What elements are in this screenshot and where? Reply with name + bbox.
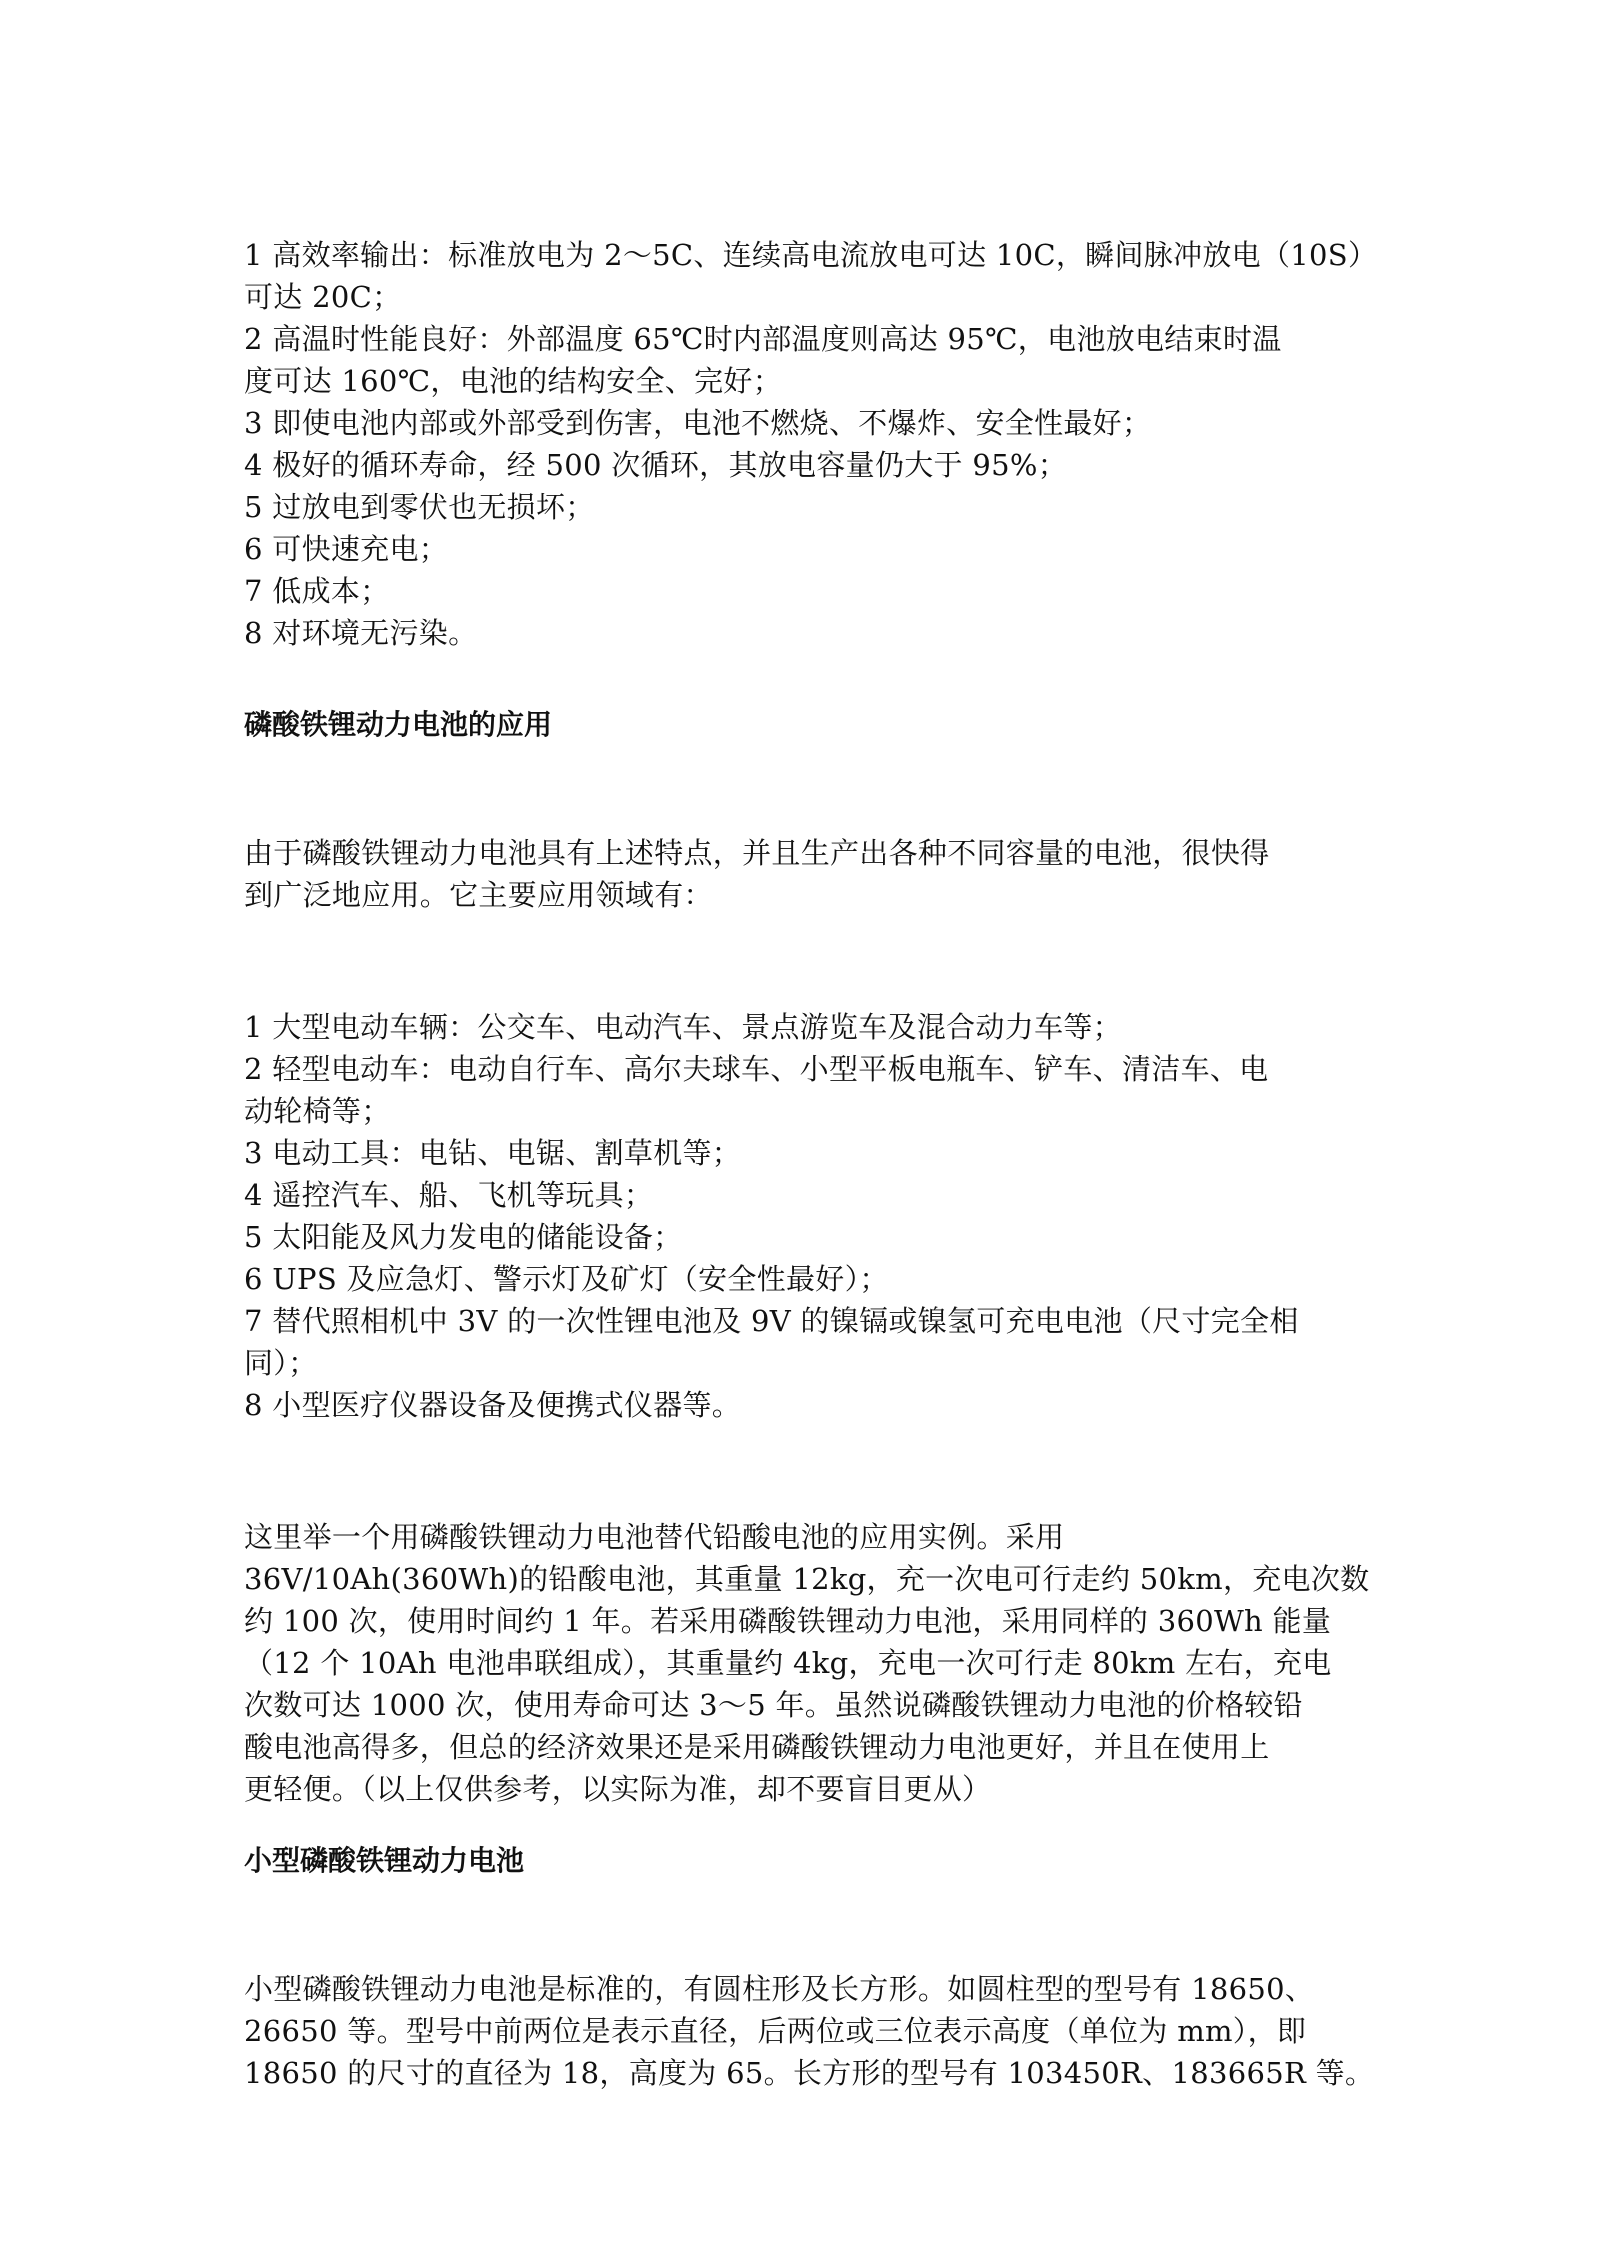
example-line: 酸电池高得多，但总的经济效果还是采用磷酸铁锂动力电池更好，并且在使用上 [244, 1730, 1270, 1764]
document-page [244, 234, 1378, 2094]
features-line: 度可达 160℃，电池的结构安全、完好； [244, 364, 783, 398]
intro-line: 由于磷酸铁锂动力电池具有上述特点，并且生产出各种不同容量的电池，很快得 [244, 836, 1270, 870]
features-line: 7 低成本； [244, 574, 390, 608]
application-line: 6 UPS 及应急灯、警示灯及矿灯（安全性最好）； [244, 1262, 889, 1296]
features-line: 1 高效率输出：标准放电为 2～5C、连续高电流放电可达 10C，瞬间脉冲放电（10S） [244, 238, 1378, 272]
section-heading-small-batteries: 小型磷酸铁锂动力电池 [244, 1844, 525, 1877]
example-line: 次数可达 1000 次，使用寿命可达 3～5 年。虽然说磷酸铁锂动力电池的价格较铅 [244, 1688, 1303, 1722]
application-line: 动轮椅等； [244, 1094, 391, 1128]
features-line: 6 可快速充电； [244, 532, 449, 566]
section-heading-applications: 磷酸铁锂动力电池的应用 [244, 708, 553, 741]
application-line: 1 大型电动车辆：公交车、电动汽车、景点游览车及混合动力车等； [244, 1010, 1122, 1044]
application-line: 同）； [244, 1346, 318, 1380]
small-batteries-paragraph [244, 1968, 1375, 2094]
features-line: 4 极好的循环寿命，经 500 次循环，其放电容量仍大于 95%； [244, 448, 1068, 482]
applications-intro [244, 832, 1364, 916]
example-line: （12 个 10Ah 电池串联组成），其重量约 4kg，充电一次可行走 80km 左右，充电 [244, 1646, 1332, 1680]
example-line: 这里举一个用磷酸铁锂动力电池替代铅酸电池的应用实例。采用 [244, 1520, 1065, 1554]
body-line: 18650 的尺寸的直径为 18，高度为 65。长方形的型号有 103450R、183665R 等。 [244, 2056, 1375, 2090]
example-line: 36V/10Ah(360Wh)的铅酸电池，其重量 12kg，充一次电可行走约 50km，充电次数 [244, 1562, 1370, 1596]
example-line: 更轻便。（以上仅供参考，以实际为准，却不要盲目更从） [244, 1772, 992, 1806]
features-line: 可达 20C； [244, 280, 402, 314]
applications-list [244, 1006, 1364, 1426]
features-line: 5 过放电到零伏也无损坏； [244, 490, 595, 524]
body-line: 小型磷酸铁锂动力电池是标准的，有圆柱形及长方形。如圆柱型的型号有 18650、 [244, 1972, 1315, 2006]
features-line: 3 即使电池内部或外部受到伤害，电池不燃烧、不爆炸、安全性最好； [244, 406, 1152, 440]
application-line: 2 轻型电动车：电动自行车、高尔夫球车、小型平板电瓶车、铲车、清洁车、电 [244, 1052, 1269, 1086]
application-line: 8 小型医疗仪器设备及便携式仪器等。 [244, 1388, 742, 1422]
application-line: 5 太阳能及风力发电的储能设备； [244, 1220, 683, 1254]
features-line: 2 高温时性能良好：外部温度 65℃时内部温度则高达 95℃，电池放电结束时温 [244, 322, 1282, 356]
intro-line: 到广泛地应用。它主要应用领域有： [244, 878, 713, 912]
application-line: 7 替代照相机中 3V 的一次性锂电池及 9V 的镍镉或镍氢可充电电池（尺寸完全相 [244, 1304, 1299, 1338]
features-line: 8 对环境无污染。 [244, 616, 478, 650]
application-line: 4 遥控汽车、船、飞机等玩具； [244, 1178, 654, 1212]
application-line: 3 电动工具：电钻、电锯、割草机等； [244, 1136, 742, 1170]
features-list [244, 234, 1378, 654]
example-line: 约 100 次，使用时间约 1 年。若采用磷酸铁锂动力电池，采用同样的 360Wh 能量 [244, 1604, 1332, 1638]
example-paragraph [244, 1516, 1370, 1810]
body-line: 26650 等。型号中前两位是表示直径，后两位或三位表示高度（单位为 mm），即 [244, 2014, 1307, 2048]
